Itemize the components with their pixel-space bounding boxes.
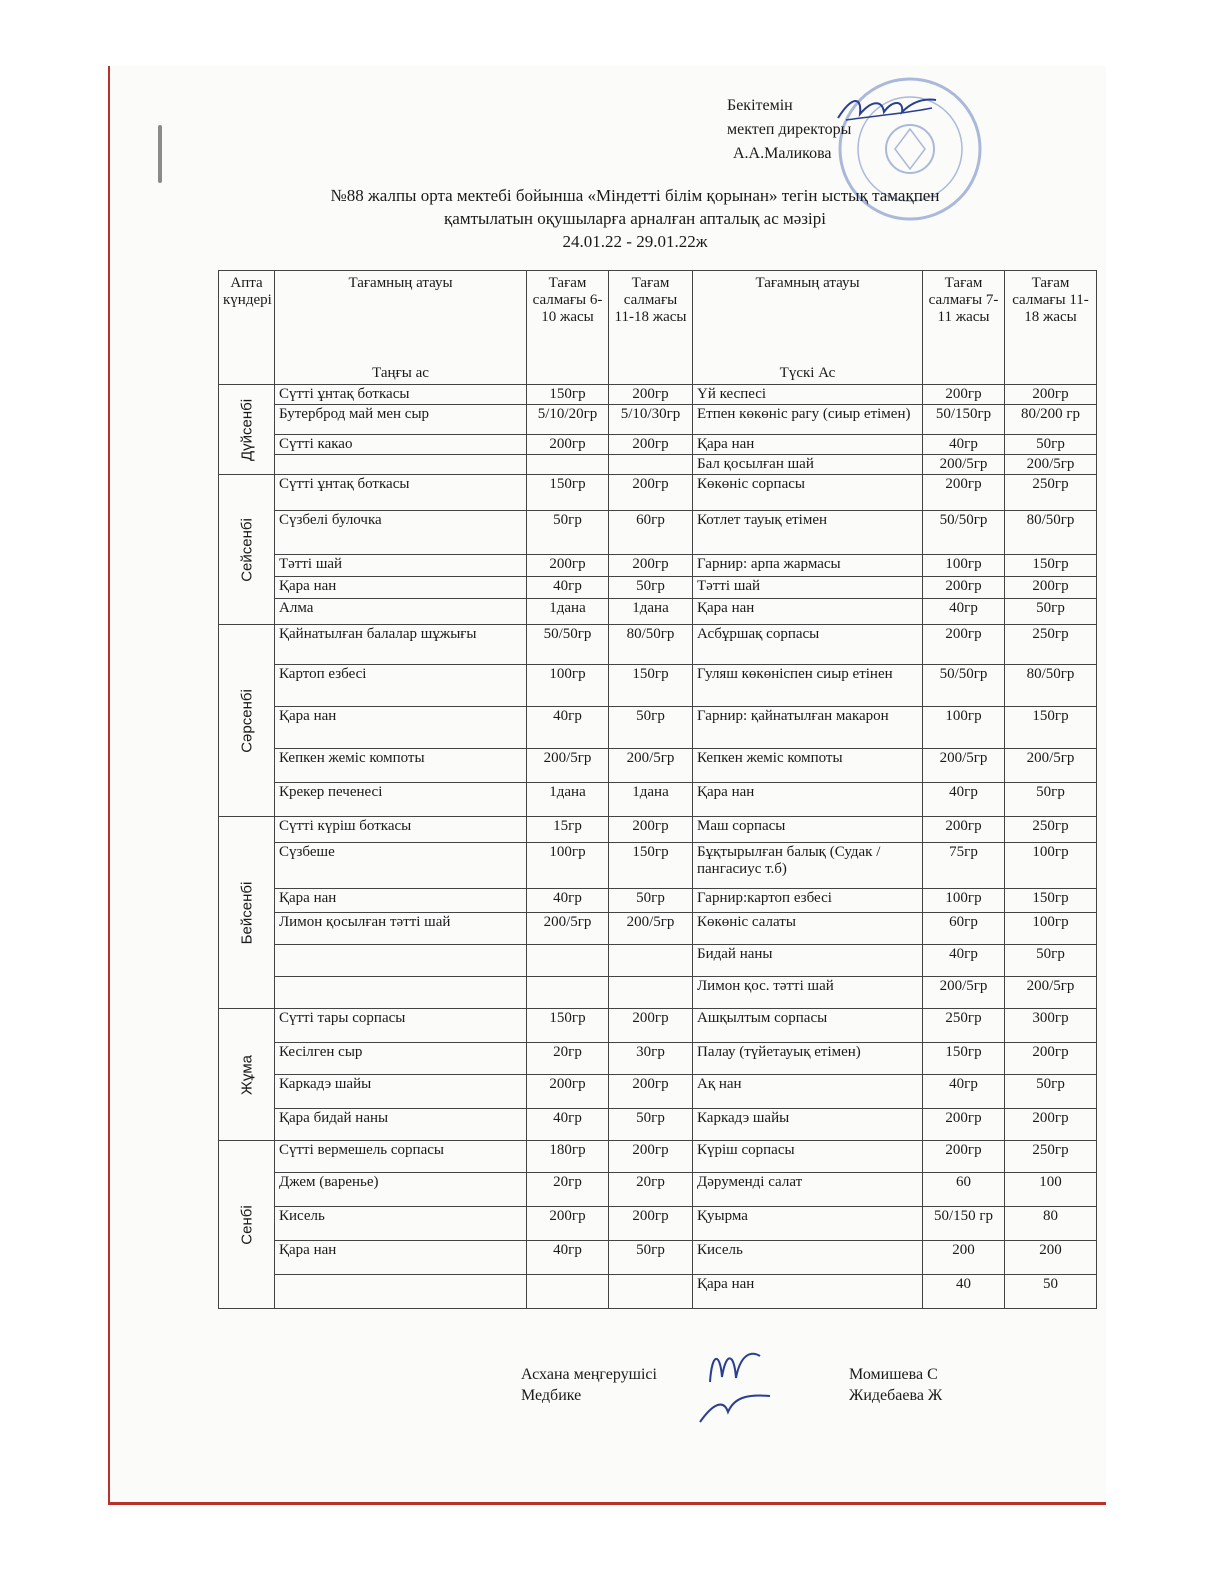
breakfast-dish: Қара нан bbox=[275, 577, 527, 599]
header-breakfast-name: Тағамның атауы bbox=[348, 275, 453, 291]
lunch-weight-7-11: 100гр bbox=[923, 707, 1005, 749]
table-row bbox=[219, 1207, 1097, 1241]
lunch-dish: Қуырма bbox=[693, 1207, 923, 1241]
breakfast-dish: Кепкен жеміс компоты bbox=[275, 749, 527, 783]
breakfast-dish: Қара нан bbox=[275, 707, 527, 749]
breakfast-weight-6-10: 50гр bbox=[527, 511, 609, 555]
lunch-weight-11-18: 80/50гр bbox=[1005, 665, 1097, 707]
breakfast-dish bbox=[275, 977, 527, 1009]
breakfast-dish: Сүзбелі булочка bbox=[275, 511, 527, 555]
table-row bbox=[219, 435, 1097, 455]
table-row bbox=[219, 707, 1097, 749]
table-row bbox=[219, 1009, 1097, 1043]
lunch-dish: Палау (түйетауық етімен) bbox=[693, 1043, 923, 1075]
breakfast-weight-6-10: 50/50гр bbox=[527, 625, 609, 665]
breakfast-dish: Бутерброд май мен сыр bbox=[275, 405, 527, 435]
breakfast-dish: Тәтті шай bbox=[275, 555, 527, 577]
lunch-weight-11-18: 250гр bbox=[1005, 625, 1097, 665]
lunch-dish: Гарнир: қайнатылған макарон bbox=[693, 707, 923, 749]
day-cell bbox=[219, 625, 275, 817]
lunch-weight-11-18: 80/50гр bbox=[1005, 511, 1097, 555]
scan-artifact bbox=[158, 125, 162, 183]
lunch-weight-7-11: 100гр bbox=[923, 555, 1005, 577]
table-row bbox=[219, 405, 1097, 435]
lunch-dish: Бұқтырылған балық (Судак / пангасиус т.б) bbox=[693, 843, 923, 889]
lunch-dish: Асбұршақ сорпасы bbox=[693, 625, 923, 665]
breakfast-weight-11-18: 50гр bbox=[609, 1109, 693, 1141]
lunch-weight-7-11: 50/150 гр bbox=[923, 1207, 1005, 1241]
day-cell bbox=[219, 1009, 275, 1141]
role-kitchen-head: Асхана меңгерушісі bbox=[521, 1366, 657, 1383]
day-label: Бейсенбі bbox=[238, 881, 255, 944]
breakfast-dish bbox=[275, 455, 527, 475]
breakfast-dish: Сүтті ұнтақ боткасы bbox=[275, 475, 527, 511]
lunch-weight-11-18: 150гр bbox=[1005, 889, 1097, 913]
breakfast-weight-6-10: 200/5гр bbox=[527, 749, 609, 783]
breakfast-weight-11-18: 50гр bbox=[609, 889, 693, 913]
lunch-weight-11-18: 50гр bbox=[1005, 945, 1097, 977]
lunch-weight-11-18: 50гр bbox=[1005, 435, 1097, 455]
lunch-weight-11-18: 250гр bbox=[1005, 1141, 1097, 1173]
breakfast-weight-11-18: 50гр bbox=[609, 1241, 693, 1275]
breakfast-weight-6-10: 100гр bbox=[527, 843, 609, 889]
lunch-dish: Көкөніс сорпасы bbox=[693, 475, 923, 511]
lunch-weight-7-11: 150гр bbox=[923, 1043, 1005, 1075]
breakfast-dish: Сүтті какао bbox=[275, 435, 527, 455]
breakfast-weight-11-18: 60гр bbox=[609, 511, 693, 555]
name-kitchen-head: Момишева С bbox=[849, 1366, 938, 1383]
table-row bbox=[219, 385, 1097, 405]
lunch-weight-11-18: 200/5гр bbox=[1005, 977, 1097, 1009]
lunch-weight-11-18: 200гр bbox=[1005, 385, 1097, 405]
table-row bbox=[219, 913, 1097, 945]
footer-names bbox=[849, 1364, 942, 1406]
breakfast-weight-6-10 bbox=[527, 945, 609, 977]
breakfast-dish bbox=[275, 1275, 527, 1309]
breakfast-weight-11-18: 1дана bbox=[609, 783, 693, 817]
header-weight-7-11: Тағам салмағы 7-11 жасы bbox=[923, 271, 1005, 385]
lunch-dish: Қара нан bbox=[693, 599, 923, 625]
table-row bbox=[219, 783, 1097, 817]
breakfast-weight-11-18: 200/5гр bbox=[609, 913, 693, 945]
table-row bbox=[219, 977, 1097, 1009]
breakfast-dish bbox=[275, 945, 527, 977]
lunch-weight-11-18: 200гр bbox=[1005, 577, 1097, 599]
table-row bbox=[219, 1241, 1097, 1275]
lunch-weight-11-18: 100 bbox=[1005, 1173, 1097, 1207]
header-day: Апта күндері bbox=[219, 271, 275, 385]
lunch-weight-7-11: 60 bbox=[923, 1173, 1005, 1207]
header-weight-11-18-lunch: Тағам салмағы 11-18 жасы bbox=[1005, 271, 1097, 385]
breakfast-weight-11-18 bbox=[609, 1275, 693, 1309]
breakfast-weight-6-10: 150гр bbox=[527, 385, 609, 405]
lunch-dish: Үй кеспесі bbox=[693, 385, 923, 405]
lunch-weight-11-18: 200 bbox=[1005, 1241, 1097, 1275]
breakfast-weight-6-10: 200гр bbox=[527, 1207, 609, 1241]
lunch-weight-7-11: 200 bbox=[923, 1241, 1005, 1275]
approval-line: Бекітемін bbox=[727, 97, 793, 114]
table-row bbox=[219, 511, 1097, 555]
breakfast-weight-6-10: 40гр bbox=[527, 707, 609, 749]
breakfast-weight-6-10: 40гр bbox=[527, 1109, 609, 1141]
table-row bbox=[219, 455, 1097, 475]
breakfast-dish: Сүтті күріш боткасы bbox=[275, 817, 527, 843]
approval-block bbox=[727, 94, 851, 166]
breakfast-weight-6-10: 1дана bbox=[527, 599, 609, 625]
breakfast-dish: Крекер печенесі bbox=[275, 783, 527, 817]
lunch-dish: Тәтті шай bbox=[693, 577, 923, 599]
lunch-weight-7-11: 60гр bbox=[923, 913, 1005, 945]
breakfast-weight-11-18 bbox=[609, 977, 693, 1009]
breakfast-weight-11-18: 200гр bbox=[609, 385, 693, 405]
breakfast-weight-6-10: 200гр bbox=[527, 1075, 609, 1109]
day-cell bbox=[219, 1141, 275, 1309]
weekly-menu-table bbox=[218, 270, 1097, 1309]
lunch-weight-7-11: 200гр bbox=[923, 577, 1005, 599]
lunch-dish: Бидай наны bbox=[693, 945, 923, 977]
lunch-weight-7-11: 100гр bbox=[923, 889, 1005, 913]
lunch-weight-11-18: 250гр bbox=[1005, 475, 1097, 511]
breakfast-weight-11-18: 200гр bbox=[609, 1141, 693, 1173]
lunch-dish: Лимон қос. тәтті шай bbox=[693, 977, 923, 1009]
header-weight-6-10: Тағам салмағы 6-10 жасы bbox=[527, 271, 609, 385]
breakfast-dish: Кесілген сыр bbox=[275, 1043, 527, 1075]
header-breakfast-sub: Таңғы ас bbox=[372, 365, 429, 381]
breakfast-dish: Сүтті вермешель сорпасы bbox=[275, 1141, 527, 1173]
table-row bbox=[219, 475, 1097, 511]
table-row bbox=[219, 1275, 1097, 1309]
breakfast-weight-6-10: 200гр bbox=[527, 435, 609, 455]
breakfast-weight-11-18: 200гр bbox=[609, 555, 693, 577]
breakfast-weight-11-18: 20гр bbox=[609, 1173, 693, 1207]
lunch-dish: Дәруменді салат bbox=[693, 1173, 923, 1207]
lunch-dish: Ақ нан bbox=[693, 1075, 923, 1109]
table-row bbox=[219, 945, 1097, 977]
lunch-weight-7-11: 50/50гр bbox=[923, 665, 1005, 707]
header-lunch-name: Тағамның атауы bbox=[755, 275, 860, 291]
day-cell bbox=[219, 385, 275, 475]
lunch-weight-11-18: 50гр bbox=[1005, 599, 1097, 625]
breakfast-dish: Сүзбеше bbox=[275, 843, 527, 889]
breakfast-dish: Кисель bbox=[275, 1207, 527, 1241]
lunch-weight-11-18: 50гр bbox=[1005, 783, 1097, 817]
breakfast-dish: Алма bbox=[275, 599, 527, 625]
breakfast-weight-6-10: 180гр bbox=[527, 1141, 609, 1173]
day-cell bbox=[219, 475, 275, 625]
lunch-weight-7-11: 40гр bbox=[923, 783, 1005, 817]
lunch-weight-11-18: 150гр bbox=[1005, 555, 1097, 577]
table-row bbox=[219, 749, 1097, 783]
title-line-1: №88 жалпы орта мектебі бойынша «Міндетті білім қорынан» тегін ыстық тамақпен bbox=[330, 186, 940, 205]
table-row bbox=[219, 843, 1097, 889]
lunch-dish: Кепкен жеміс компоты bbox=[693, 749, 923, 783]
lunch-dish: Маш сорпасы bbox=[693, 817, 923, 843]
breakfast-weight-11-18: 200гр bbox=[609, 475, 693, 511]
table-row bbox=[219, 625, 1097, 665]
lunch-weight-7-11: 200/5гр bbox=[923, 977, 1005, 1009]
table-row bbox=[219, 599, 1097, 625]
breakfast-weight-6-10: 200/5гр bbox=[527, 913, 609, 945]
lunch-weight-7-11: 40гр bbox=[923, 945, 1005, 977]
lunch-weight-11-18: 150гр bbox=[1005, 707, 1097, 749]
lunch-weight-7-11: 250гр bbox=[923, 1009, 1005, 1043]
day-label: Дүйсенбі bbox=[238, 398, 255, 461]
header-weight-11-18-breakfast: Тағам салмағы 11-18 жасы bbox=[609, 271, 693, 385]
header-lunch bbox=[693, 271, 923, 385]
lunch-weight-7-11: 200/5гр bbox=[923, 455, 1005, 475]
lunch-weight-11-18: 80/200 гр bbox=[1005, 405, 1097, 435]
lunch-dish: Кисель bbox=[693, 1241, 923, 1275]
breakfast-weight-11-18: 50гр bbox=[609, 577, 693, 599]
table-row bbox=[219, 555, 1097, 577]
breakfast-weight-6-10 bbox=[527, 1275, 609, 1309]
breakfast-weight-6-10: 40гр bbox=[527, 577, 609, 599]
lunch-weight-11-18: 100гр bbox=[1005, 913, 1097, 945]
title-line-2: қамтылатын оқушыларға арналған апталық ас мәзірі bbox=[444, 209, 826, 228]
breakfast-dish: Сүтті тары сорпасы bbox=[275, 1009, 527, 1043]
breakfast-weight-6-10: 5/10/20гр bbox=[527, 405, 609, 435]
lunch-dish: Көкөніс салаты bbox=[693, 913, 923, 945]
lunch-weight-7-11: 200гр bbox=[923, 1141, 1005, 1173]
breakfast-weight-11-18: 150гр bbox=[609, 843, 693, 889]
lunch-weight-11-18: 200/5гр bbox=[1005, 455, 1097, 475]
breakfast-weight-6-10: 40гр bbox=[527, 1241, 609, 1275]
breakfast-dish: Каркадэ шайы bbox=[275, 1075, 527, 1109]
breakfast-weight-6-10: 150гр bbox=[527, 475, 609, 511]
breakfast-weight-11-18: 200гр bbox=[609, 1207, 693, 1241]
lunch-dish: Қара нан bbox=[693, 1275, 923, 1309]
breakfast-weight-6-10: 20гр bbox=[527, 1173, 609, 1207]
lunch-weight-7-11: 200гр bbox=[923, 475, 1005, 511]
lunch-weight-11-18: 200гр bbox=[1005, 1109, 1097, 1141]
breakfast-weight-6-10: 1дана bbox=[527, 783, 609, 817]
breakfast-weight-6-10: 20гр bbox=[527, 1043, 609, 1075]
lunch-weight-7-11: 200/5гр bbox=[923, 749, 1005, 783]
table-row bbox=[219, 1109, 1097, 1141]
breakfast-weight-11-18: 5/10/30гр bbox=[609, 405, 693, 435]
lunch-dish: Котлет тауық етімен bbox=[693, 511, 923, 555]
table-row bbox=[219, 889, 1097, 913]
breakfast-weight-11-18: 200/5гр bbox=[609, 749, 693, 783]
lunch-weight-11-18: 200гр bbox=[1005, 1043, 1097, 1075]
lunch-weight-11-18: 50 bbox=[1005, 1275, 1097, 1309]
lunch-weight-7-11: 200гр bbox=[923, 625, 1005, 665]
lunch-weight-7-11: 200гр bbox=[923, 385, 1005, 405]
lunch-dish: Гуляш көкөніспен сиыр етінен bbox=[693, 665, 923, 707]
lunch-dish: Ашқылтым сорпасы bbox=[693, 1009, 923, 1043]
breakfast-weight-11-18: 1дана bbox=[609, 599, 693, 625]
lunch-dish: Етпен көкөніс рагу (сиыр етімен) bbox=[693, 405, 923, 435]
breakfast-weight-11-18 bbox=[609, 455, 693, 475]
breakfast-weight-6-10 bbox=[527, 977, 609, 1009]
breakfast-weight-11-18: 50гр bbox=[609, 707, 693, 749]
breakfast-weight-11-18 bbox=[609, 945, 693, 977]
table-row bbox=[219, 1141, 1097, 1173]
table-row bbox=[219, 577, 1097, 599]
breakfast-dish: Джем (варенье) bbox=[275, 1173, 527, 1207]
breakfast-weight-11-18: 200гр bbox=[609, 1075, 693, 1109]
day-label: Сейсенбі bbox=[238, 517, 255, 582]
footer-roles bbox=[521, 1364, 657, 1406]
breakfast-weight-6-10: 150гр bbox=[527, 1009, 609, 1043]
lunch-weight-7-11: 40 bbox=[923, 1275, 1005, 1309]
breakfast-weight-11-18: 200гр bbox=[609, 817, 693, 843]
lunch-weight-11-18: 50гр bbox=[1005, 1075, 1097, 1109]
lunch-dish: Қара нан bbox=[693, 783, 923, 817]
lunch-weight-11-18: 200/5гр bbox=[1005, 749, 1097, 783]
lunch-weight-7-11: 50/50гр bbox=[923, 511, 1005, 555]
day-label: Жұма bbox=[238, 1054, 255, 1095]
lunch-weight-7-11: 200гр bbox=[923, 817, 1005, 843]
lunch-dish: Гарнир:картоп езбесі bbox=[693, 889, 923, 913]
breakfast-weight-6-10: 40гр bbox=[527, 889, 609, 913]
approval-director-name: А.А.Маликова bbox=[733, 145, 832, 162]
name-nurse: Жидебаева Ж bbox=[849, 1387, 943, 1404]
breakfast-weight-11-18: 150гр bbox=[609, 665, 693, 707]
lunch-dish: Гарнир: арпа жармасы bbox=[693, 555, 923, 577]
lunch-weight-11-18: 80 bbox=[1005, 1207, 1097, 1241]
lunch-weight-11-18: 100гр bbox=[1005, 843, 1097, 889]
lunch-weight-11-18: 300гр bbox=[1005, 1009, 1097, 1043]
table-row bbox=[219, 1043, 1097, 1075]
lunch-dish: Бал қосылған шай bbox=[693, 455, 923, 475]
breakfast-weight-6-10 bbox=[527, 455, 609, 475]
lunch-weight-7-11: 200гр bbox=[923, 1109, 1005, 1141]
lunch-weight-11-18: 250гр bbox=[1005, 817, 1097, 843]
breakfast-dish: Картоп езбесі bbox=[275, 665, 527, 707]
lunch-weight-7-11: 40гр bbox=[923, 435, 1005, 455]
breakfast-weight-11-18: 30гр bbox=[609, 1043, 693, 1075]
day-label: Сенбі bbox=[238, 1204, 255, 1245]
table-row bbox=[219, 1173, 1097, 1207]
lunch-weight-7-11: 50/150гр bbox=[923, 405, 1005, 435]
title-date-range: 24.01.22 - 29.01.22ж bbox=[562, 232, 708, 251]
breakfast-dish: Қара бидай наны bbox=[275, 1109, 527, 1141]
breakfast-dish: Қара нан bbox=[275, 889, 527, 913]
day-label: Сәрсенбі bbox=[238, 688, 255, 753]
breakfast-dish: Лимон қосылған тәтті шай bbox=[275, 913, 527, 945]
breakfast-weight-11-18: 200гр bbox=[609, 1009, 693, 1043]
breakfast-weight-11-18: 80/50гр bbox=[609, 625, 693, 665]
staff-signatures bbox=[690, 1342, 780, 1432]
document-title bbox=[240, 184, 1030, 253]
approval-position: мектеп директоры bbox=[727, 121, 852, 138]
header-breakfast bbox=[275, 271, 527, 385]
lunch-weight-7-11: 40гр bbox=[923, 599, 1005, 625]
table-row bbox=[219, 817, 1097, 843]
header-lunch-sub: Түскі Ас bbox=[779, 365, 836, 381]
breakfast-dish: Қара нан bbox=[275, 1241, 527, 1275]
lunch-dish: Қара нан bbox=[693, 435, 923, 455]
lunch-dish: Күріш сорпасы bbox=[693, 1141, 923, 1173]
breakfast-weight-6-10: 15гр bbox=[527, 817, 609, 843]
lunch-weight-7-11: 75гр bbox=[923, 843, 1005, 889]
breakfast-dish: Сүтті ұнтақ боткасы bbox=[275, 385, 527, 405]
table-row bbox=[219, 665, 1097, 707]
table-row bbox=[219, 1075, 1097, 1109]
lunch-weight-7-11: 40гр bbox=[923, 1075, 1005, 1109]
breakfast-weight-6-10: 100гр bbox=[527, 665, 609, 707]
role-nurse: Медбике bbox=[521, 1387, 582, 1404]
breakfast-dish: Қайнатылған балалар шұжығы bbox=[275, 625, 527, 665]
day-cell bbox=[219, 817, 275, 1009]
lunch-dish: Каркадэ шайы bbox=[693, 1109, 923, 1141]
breakfast-weight-11-18: 200гр bbox=[609, 435, 693, 455]
breakfast-weight-6-10: 200гр bbox=[527, 555, 609, 577]
